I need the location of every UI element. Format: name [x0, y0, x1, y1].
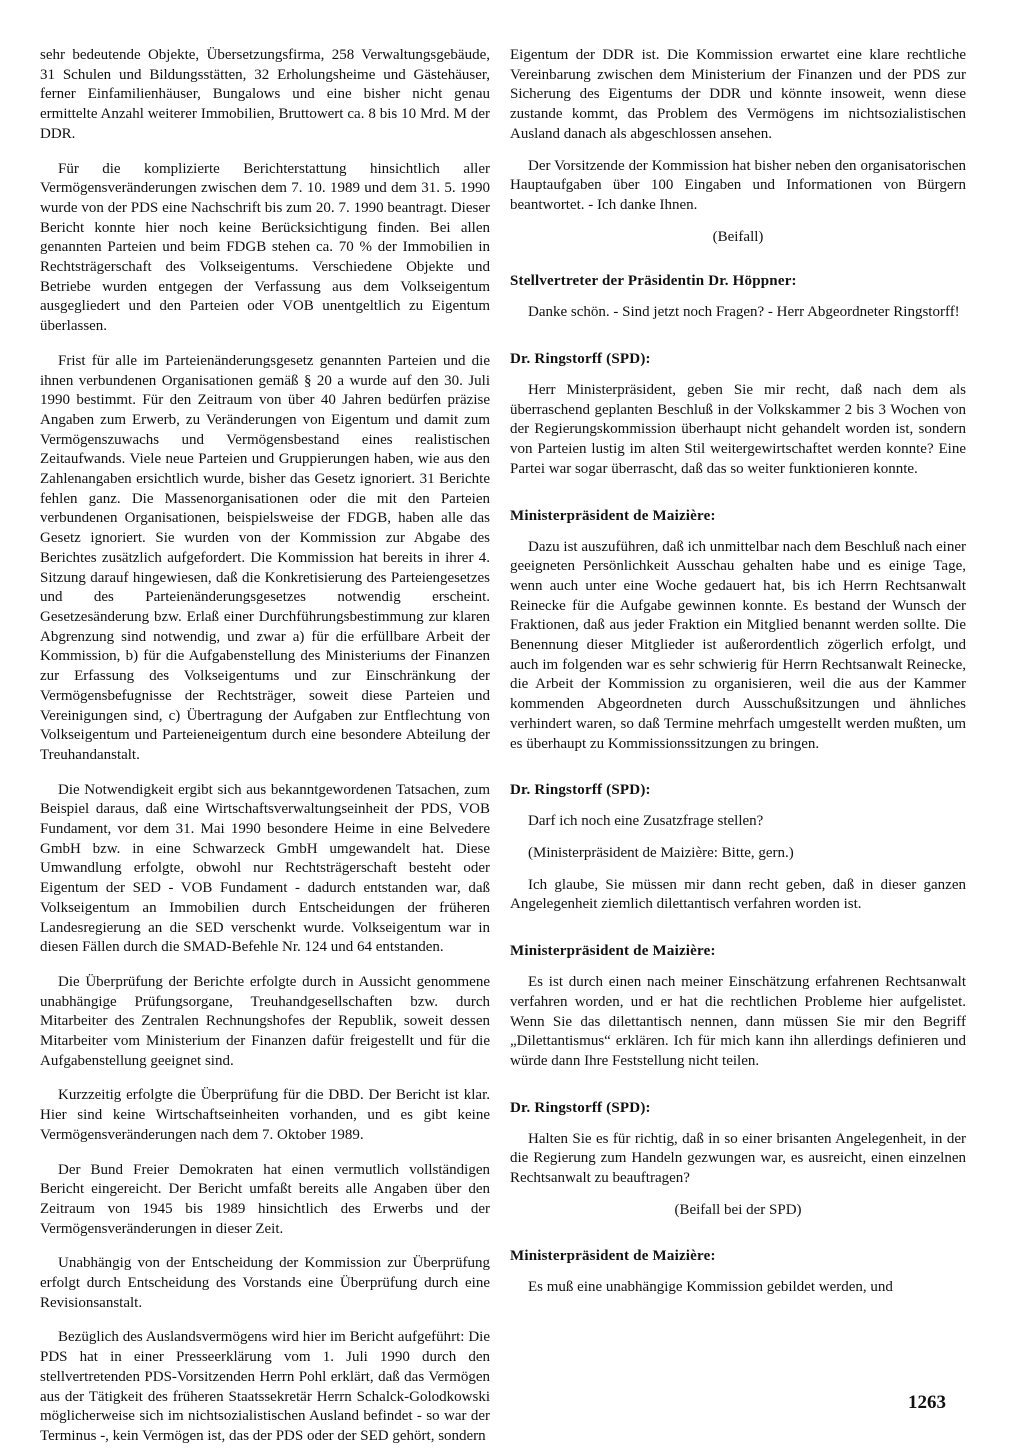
paragraph: Herr Ministerpräsident, geben Sie mir recht, daß nach dem als überraschend geplanten Beschluß in der Volkskammer 2 bis 3 Wochen von der Regierungskommission überhaupt nicht gehandelt worden ist, sondern von Parteien lustig im alten Stil weitergewirtschaftet werden konnte? Eine Partei war sogar überrascht, daß das so weiter funktionieren konnte.	[510, 382, 966, 477]
paragraph: Frist für alle im Parteienänderungsgesetz genannten Parteien und die ihnen verbundenen Organisationen gemäß § 20 a wurde auf den 30. Juli 1990 bestimmt. Für den Zeitraum von über 40 Jahren bedürfen präzise Angaben zum Erwerb, zu Veränderungen von Eigentum und damit zum Vermögenszuwachs und Vermögensbestand eines realistischen Zeitaufwands. Viele neue Parteien und Gruppierungen haben, wie aus den Zahlenangaben ersichtlich wurde, bisher das Gesetz ignoriert. 31 Berichte fehlen ganz. Die Massenorganisationen oder die mit den Parteien verbundenen Organisationen, beispielsweise der FDGB, haben alle das Gesetz ignoriert. Sie wurden von der Kommission zur Abgabe des Berichtes zusätzlich aufgefordert. Die Kommission hat bereits in ihrer 4. Sitzung darauf hingewiesen, daß die Konkretisierung des Parteiengesetzes und des Parteienänderungsgesetzes notwendig erscheint. Gesetzesänderung bzw. Erlaß einer Durchführungsbestimmung zur klaren Abgrenzung sind notwendig, und zwar a) für die erfüllbare Arbeit der Kommission, b) für die Aufgabenstellung des Ministeriums der Finanzen zur Erfassung des Volkseigentums und zur Einschränkung der Vermögensbefugnisse der Rechtsträger, soweit diese Parteien und Vereinigungen sind, c) Übertragung der Aufgaben zur Entflechtung von Volkseigentum und Parteieneigentum durch eine besondere Abteilung der Treuhandanstalt.	[40, 352, 490, 763]
speaker-heading: Dr. Ringstorff (SPD):	[510, 1099, 651, 1116]
paragraph: Die Überprüfung der Berichte erfolgte durch in Aussicht genommene unabhängige Prüfungsorgane, Treuhandgesellschaften bzw. durch Mitarbeiter des Zentralen Rechnungshofes der Republik, soweit dessen Mitarbeiter vom Ministerium der Finanzen dafür freigestellt und für die Aufgabenstellung geeignet sind.	[40, 973, 490, 1069]
right-column	[510, 46, 966, 1298]
speaker-heading: Ministerpräsident de Maizière:	[510, 943, 716, 960]
paragraph: Bezüglich des Auslandsvermögens wird hier im Bericht aufgeführt: Die PDS hat in einer Presseerklärung vom 1. Juli 1990 durch den stellvertretenden PDS-Vorsitzenden Herrn Pohl erklärt, daß das Vermögen aus der Tätigkeit des früheren Staatssekretär Herrn Schalck-Golodkowski möglicherweise sich im nichtsozialistischen Ausland befindet - so war der Terminus -, kein Vermögen ist, das der PDS oder der SED gehört, sondern	[40, 1329, 490, 1444]
applause-note: (Beifall bei der SPD)	[674, 1201, 802, 1218]
paragraph: Die Notwendigkeit ergibt sich aus bekanntgewordenen Tatsachen, zum Beispiel daraus, daß eine Wirtschaftsverwaltungseinheit der PDS, VOB Fundament, vor dem 31. Mai 1990 besondere Heime in eine Belvedere GmbH bzw. in eine Schwarzeck GmbH umgewandelt hat. Diese Umwandlung erfolgte, obwohl nur Rechtsträgerschaft besteht oder Eigentum der SED - VOB Fundament - dadurch entstanden war, daß Volkseigentum an Immobilien durch Entscheidungen der früheren Landesregierung an die SED verschenkt wurde. Volkseigentum war in diesen Fällen durch die SMAD-Befehle Nr. 124 und 64 entstanden.	[40, 781, 490, 956]
paragraph: Danke schön. - Sind jetzt noch Fragen? - Herr Abgeordneter Ringstorff!	[528, 304, 960, 321]
speaker-heading: Ministerpräsident de Maizière:	[510, 507, 716, 524]
speaker-heading: Dr. Ringstorff (SPD):	[510, 782, 651, 799]
speaker-heading: Ministerpräsident de Maizière:	[510, 1248, 716, 1265]
paragraph: Es ist durch einen nach meiner Einschätzung erfahrenen Rechtsanwalt verfahren worden, und er hat die rechtlichen Probleme hier aufgelistet. Wenn Sie das dilettantisch nennen, dann müssen Sie mir den Begriff „Dilettantismus“ erklären. Ich für mich kann ihn allerdings definieren und würde dann Ihre Feststellung nicht teilen.	[510, 974, 966, 1069]
paragraph: Für die komplizierte Berichterstattung hinsichtlich aller Vermögensveränderungen zwischen dem 7. 10. 1989 und dem 31. 5. 1990 wurde von der PDS eine Nachschrift bis zum 20. 7. 1990 beantragt. Dieser Bericht konnte hier noch keine Berücksichtigung finden. Bei allen genannten Parteien und beim FDGB stehen ca. 70 % der Immobilien in Rechtsträgerschaft des Volkseigentums. Verschiedene Objekte und Betriebe wurden entgegen der Verfassung aus dem Volkseigentum ausgegliedert und den Parteien oder VOB unentgeltlich zu Eigentum überlassen.	[40, 160, 490, 335]
speaker-heading: Dr. Ringstorff (SPD):	[510, 351, 651, 368]
paragraph: Darf ich noch eine Zusatzfrage stellen?	[528, 813, 764, 830]
speaker-heading: Stellvertreter der Präsidentin Dr. Höppner:	[510, 273, 797, 290]
paragraph: Der Vorsitzende der Kommission hat bisher neben den organisatorischen Hauptaufgaben über 100 Eingaben und Informationen von Bürgern beantwortet. - Ich danke Ihnen.	[510, 157, 966, 213]
paragraph: Der Bund Freier Demokraten hat einen vermutlich vollständigen Bericht eingereicht. Der Bericht umfaßt bereits alle Angaben über den Zeitraum von 1945 bis 1989 hinsichtlich des Erwerbs und der Vermögensveränderungen in dieser Zeit.	[40, 1161, 490, 1237]
paragraph: Eigentum der DDR ist. Die Kommission erwartet eine klare rechtliche Vereinbarung zwischen dem Ministerium der Finanzen und der PDS zur Sicherung des Eigentums der DDR und könnte insoweit, wenn diese zustande kommt, das Problem des Vermögens im nichtsozialistischen Ausland danach als abgeschlossen ansehen.	[510, 47, 966, 142]
interjection: (Ministerpräsident de Maizière: Bitte, gern.)	[528, 844, 794, 861]
paragraph: sehr bedeutende Objekte, Übersetzungsfirma, 258 Verwaltungsgebäude, 31 Schulen und Bildungsstätten, 32 Erholungsheime und Gästehäuser, ferner Einfamilienhäuser, Bungalows und eine bisher nicht genau ermittelte Anzahl weiterer Immobilien, Bruttowert ca. 8 bis 10 Mrd. M der DDR.	[40, 47, 490, 142]
applause-note: (Beifall)	[712, 228, 764, 245]
paragraph: Kurzzeitig erfolgte die Überprüfung für die DBD. Der Bericht ist klar. Hier sind keine Wirtschaftseinheiten vorhanden, und es gibt keine Vermögensveränderungen nach dem 7. Oktober 1989.	[40, 1087, 490, 1143]
paragraph: Unabhängig von der Entscheidung der Kommission zur Überprüfung erfolgt durch Entscheidung des Vorstands eine Überprüfung durch eine Revisionsanstalt.	[40, 1255, 490, 1311]
page-number: 1263	[908, 1392, 946, 1413]
paragraph: Dazu ist auszuführen, daß ich unmittelbar nach dem Beschluß nach einer geeigneten Persönlichkeit Ausschau gehalten habe und es einige Tage, wenn auch unter eine Woche gedauert hat, bis ich Herrn Rechtsanwalt Reinecke für die Aufgabe gewinnen konnte. Es bestand der Wunsch der Fraktionen, daß aus jeder Fraktion ein Mitglied benannt werden sollte. Die Benennung dieser Mitglieder ist außerordentlich zögerlich erfolgt, und auch im folgenden war es sehr schwierig für Herrn Rechtsanwalt Reinecke, die Arbeit der Kommission zu organisieren, weil die aus der Kammer kommenden Abgeordneten durch Ausschußsitzungen und ähnliches verhindert waren, so daß Termine mehrfach umgestellt werden mußten, um es überhaupt zu Kommissionssitzungen zu bringen.	[510, 538, 966, 752]
paragraph: Es muß eine unabhängige Kommission gebildet werden, und	[528, 1279, 893, 1296]
paragraph: Ich glaube, Sie müssen mir dann recht geben, daß in dieser ganzen Angelegenheit ziemlich dilettantisch verfahren worden ist.	[510, 876, 966, 913]
left-column	[40, 46, 490, 1447]
paragraph: Halten Sie es für richtig, daß in so einer brisanten Angelegenheit, in der die Regierung zum Handeln gezwungen war, es ausreicht, einen einzelnen Rechtsanwalt zu beauftragen?	[510, 1130, 966, 1187]
